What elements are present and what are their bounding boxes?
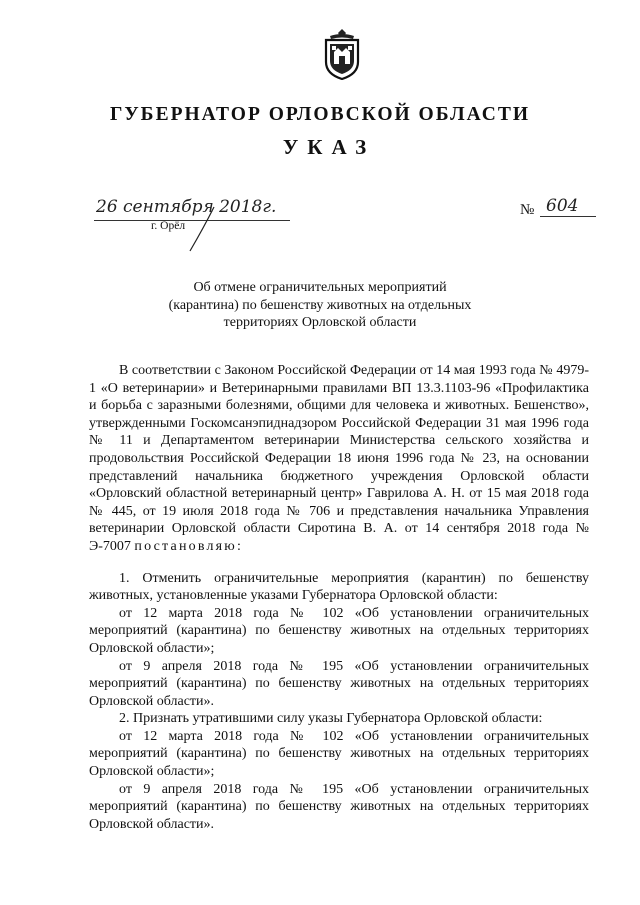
title-line: территориях Орловской области bbox=[223, 315, 417, 330]
decree-word: постановляю bbox=[134, 538, 237, 554]
clause-paragraph: от 12 марта 2018 года № 102 «Об установлении ограничительных мероприятий (карантина) по бешенству животных на отдельных территориях Орловской области»; bbox=[89, 728, 589, 780]
clause-paragraph: от 12 марта 2018 года № 102 «Об установлении ограничительных мероприятий (карантина) по бешенству животных на отдельных территориях Орловской области»; bbox=[89, 605, 589, 656]
document-type-heading: УКАЗ bbox=[282, 135, 376, 159]
handwritten-date: 26 сентября 2018г. bbox=[96, 197, 277, 217]
preamble-text: В соответствии с Законом Российской Федерации от 14 мая 1993 года № 4979-1 «О ветеринарии» и Ветеринарными правилами ВП 13.3.1103-96 «Профилактика и борьба с заразными болезнями, общими для человека и животных. Бешенство», утвержденными Госкомсанэпиднадзором Российской Федерации 31 мая 1996 года № 11 и Департаментом ветеринарии Министерства сельского хозяйства и продовольствия Российской Федерации 18 июня 1996 года № 23, на основании представлений начальника бюджетного учреждения Орловской области «Орловский областной ветеринарный центр» Гаврилова А. Н. от 15 мая 2018 года № 445, от 19 июля 2018 года № 706 и представления начальника Управления ветеринарии Орловской области Сиротина В. А. от 14 сентября 2018 года № Э-7007 bbox=[89, 363, 589, 554]
clause-paragraph: 1. Отменить ограничительные мероприятия (карантин) по бешенству животных, установленные указами Губернатора Орловской области: bbox=[89, 570, 589, 604]
city-label: г. Орёл bbox=[151, 220, 186, 232]
handwritten-number: 604 bbox=[546, 196, 579, 216]
title-line: (карантина) по бешенству животных на отдельных bbox=[168, 297, 472, 313]
coat-of-arms-icon bbox=[322, 28, 362, 80]
organization-heading: ГУБЕРНАТОР ОРЛОВСКОЙ ОБЛАСТИ bbox=[109, 104, 531, 125]
number-label: № bbox=[520, 202, 535, 218]
clause-paragraph: от 9 апреля 2018 года № 195 «Об установлении ограничительных мероприятий (карантина) по бешенству животных на отдельных территориях Орловской области». bbox=[89, 658, 589, 709]
preamble-paragraph: В соответствии с Законом Российской Федерации от 14 мая 1993 года № 4979-1 «О ветеринарии» и Ветеринарными правилами ВП 13.3.1103-96 «Профилактика и борьба с заразными болезнями, общими для человека и животных. Бешенство», утвержденными Госкомсанэпиднадзором Российской Федерации 31 мая 1996 года № 11 и Департаментом ветеринарии Министерства сельского хозяйства и продовольствия Российской Федерации 18 июня 1996 года № 23, на основании представлений начальника бюджетного учреждения Орловской области «Орловский областной ветеринарный центр» Гаврилова А. Н. от 15 мая 2018 года № 445, от 19 июля 2018 года № 706 и представления начальника Управления ветеринарии Орловской области Сиротина В. А. от 14 сентября 2018 года № Э-7007 постановляю: bbox=[89, 363, 589, 554]
clause-paragraph: 2. Признать утратившими силу указы Губернатора Орловской области: bbox=[119, 711, 543, 727]
number-underline bbox=[540, 216, 596, 217]
pen-stroke bbox=[186, 205, 216, 255]
clause-paragraph: от 9 апреля 2018 года № 195 «Об установлении ограничительных мероприятий (карантина) по бешенству животных на отдельных территориях Орловской области». bbox=[89, 781, 589, 832]
title-line: Об отмене ограничительных мероприятий bbox=[193, 280, 447, 295]
decree-title bbox=[0, 279, 640, 332]
decree-body bbox=[89, 362, 589, 833]
paragraph-gap bbox=[89, 556, 589, 570]
